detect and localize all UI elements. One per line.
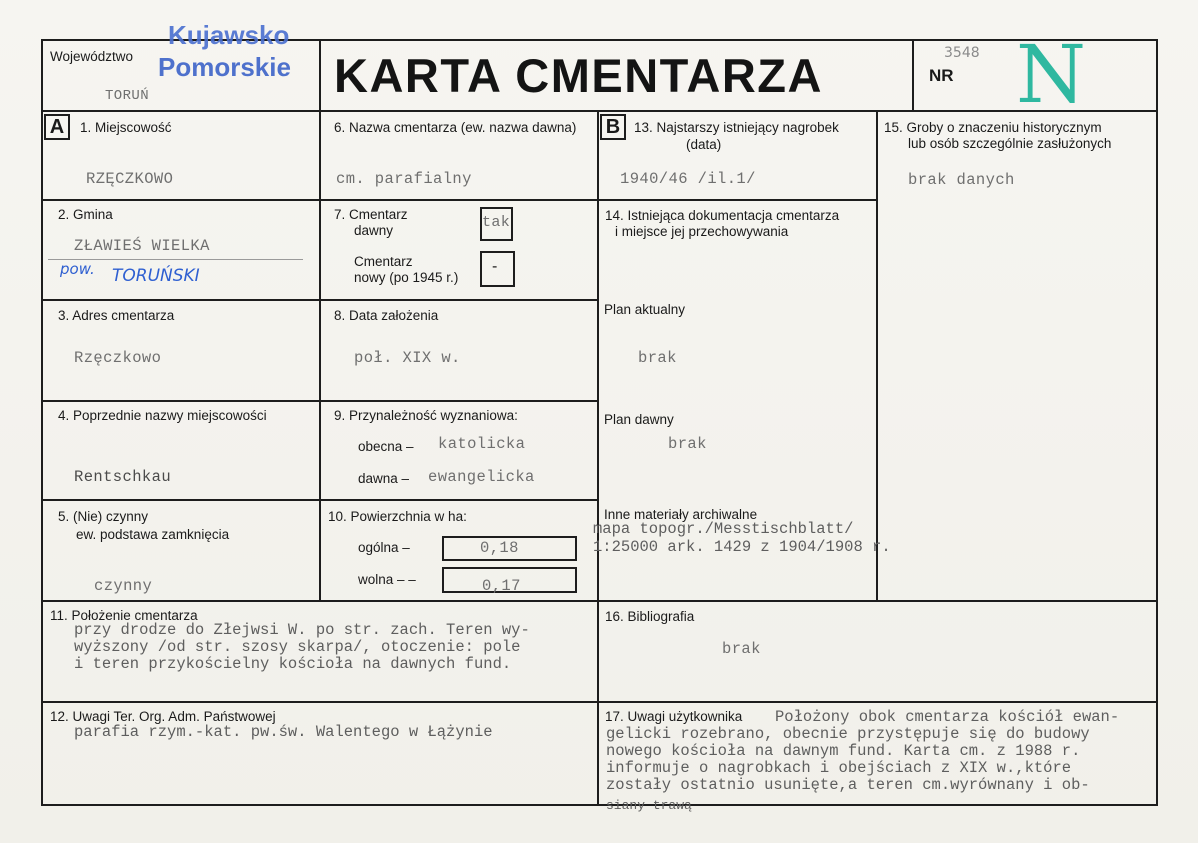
inne-line-1: mapa topogr./Messtischblatt/ [593,520,854,538]
field-13-value: 1940/46 /il.1/ [620,170,756,188]
field-16-value: brak [722,640,761,658]
field-15-label-1: 15. Groby o znaczeniu historycznym [884,120,1102,135]
field-1-label: 1. Miejscowość [80,120,172,135]
divider-col3 [876,110,878,602]
field-16-label: 16. Bibliografia [605,609,695,624]
plan-dawny-value: brak [668,435,707,453]
field-9-dawna-value: ewangelicka [428,468,535,486]
field-6-label: 6. Nazwa cmentarza (ew. nazwa dawna) [334,120,577,135]
field-12-label: 12. Uwagi Ter. Org. Adm. Państwowej [50,709,276,724]
field-10-wolna-value: 0,17 [482,577,521,595]
field-5-value: czynny [94,577,153,595]
frame-header-bottom [41,110,1158,112]
row-line-2 [41,299,599,301]
field-15-label-2: lub osób szczególnie zasłużonych [908,136,1112,151]
row-line-1 [41,199,599,201]
field-17-label: 17. Uwagi użytkownika [605,709,743,724]
inne-line-2: 1:25000 ark. 1429 z 1904/1908 r. [593,538,891,556]
inne-label: Inne materiały archiwalne [604,507,758,522]
field-12-value: parafia rzym.-kat. pw.św. Walentego w Łążynie [74,723,493,741]
field-9-obecna-label: obecna – [358,439,414,454]
row-line-6 [41,701,1158,703]
stamp-line1: Kujawsko [168,20,290,50]
field-4-label: 4. Poprzednie nazwy miejscowości [58,408,267,423]
field-3-value: Rzęczkowo [74,349,162,367]
field-17-line-2: gelicki rozebrano, obecnie przystępuje się do budowy [606,725,1090,743]
nr-label: NR [929,66,954,85]
field-17-line-6: siany trawą [606,798,692,813]
field-13-label-1: 13. Najstarszy istniejący nagrobek [634,120,839,135]
field-11-line-2: wyższony /od str. szosy skarpa/, otoczenie: pole [74,638,521,656]
field-8-value: poł. XIX w. [354,349,461,367]
field-17-line-3: nowego kościoła na dawnym fund. Karta cm. z 1988 r. [606,742,1081,760]
plan-aktualny-value: brak [638,349,677,367]
plan-dawny-label: Plan dawny [604,412,674,427]
field-8-label: 8. Data założenia [334,308,439,323]
field-7-new-label-1: Cmentarz [354,254,413,269]
field-10-ogolna-value: 0,18 [480,539,519,557]
row-line-b1 [597,199,878,201]
field-17-line-1: Położony obok cmentarza kościół ewan- [775,708,1120,726]
field-5-label-1: 5. (Nie) czynny [58,509,149,524]
field-1-value: RZĘCZKOWO [86,170,174,188]
plan-aktualny-label: Plan aktualny [604,302,686,317]
stamp-line2: Pomorskie [158,52,291,82]
field-7-label-2: dawny [354,223,394,238]
wojewodztwo-label: Województwo [50,49,134,64]
row-line-4 [41,499,599,501]
field-17-line-4: informuje o nagrobkach i obejściach z XIX w.,które [606,759,1072,777]
field-7-new-label-2: nowy (po 1945 r.) [354,270,459,285]
divider-col1 [319,39,321,602]
field-7-label-1: 7. Cmentarz [334,207,408,222]
field-15-value: brak danych [908,171,1015,189]
field-9-obecna-value: katolicka [438,435,526,453]
field-7-nowy-value: - [492,258,498,275]
field-9-dawna-label: dawna – [358,471,410,486]
nr-pencil: 3548 [944,45,980,61]
field-11-label: 11. Położenie cmentarza [50,608,198,623]
section-a-marker: A [44,114,70,140]
field-2-pow: pow. [60,260,95,278]
field-10-ogolna-label: ogólna – [358,540,410,555]
field-14-label-1: 14. Istniejąca dokumentacja cmentarza [605,208,840,223]
typed-region: TORUŃ [105,88,150,104]
section-b-marker: B [600,114,626,140]
row-line-3 [41,400,599,402]
field-10-label: 10. Powierzchnia w ha: [328,509,467,524]
field-7-dawny-box [480,207,513,241]
nr-letter: N [1016,28,1086,121]
field-3-label: 3. Adres cmentarza [58,308,175,323]
frame-right [1156,39,1158,806]
field-10-wolna-label: wolna – – [358,572,416,587]
frame-bottom [41,804,1158,806]
field-2-label: 2. Gmina [58,207,113,222]
row-line-5 [41,600,1158,602]
field-7-nowy-box [480,251,515,287]
field-11-line-1: przy drodze do Złejwsi W. po str. zach. Teren wy- [74,621,530,639]
field-6-value: cm. parafialny [336,170,472,188]
field-11-line-3: i teren przykościelny kościoła na dawnych fund. [74,655,512,673]
field-4-value: Rentschkau [74,468,172,486]
field-9-label: 9. Przynależność wyznaniowa: [334,408,518,423]
field-10-wolna-box [442,567,577,593]
divider-nr [912,39,914,111]
field-5-label-2: ew. podstawa zamknięcia [76,527,230,542]
page-title: KARTA CMENTARZA [334,49,823,102]
field-2-handwritten: TORUŃSKI [112,266,200,286]
field-10-ogolna-box [442,536,577,561]
field-14-label-2: i miejsce jej przechowywania [615,224,789,239]
field-17-line-5: zostały ostatnio usunięte,a teren cm.wyrównany i ob- [606,776,1090,794]
field-7-dawny-value: tak [482,214,511,231]
field-13-label-2: (data) [686,137,722,152]
frame-left [41,39,43,806]
field-2-value: ZŁAWIEŚ WIELKA [74,237,210,255]
